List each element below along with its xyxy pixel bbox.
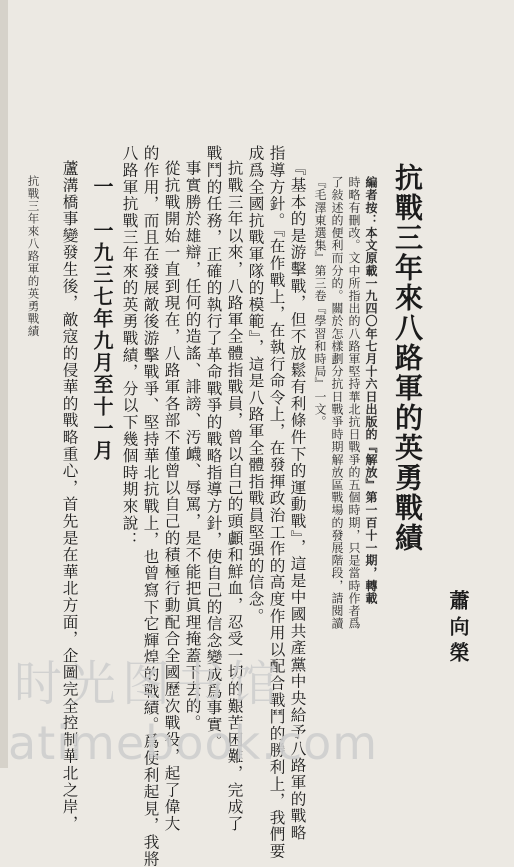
- body-paragraph-3-line-1: 從抗戰開始一直到現在，八路軍各部不僅曾以自己的積極行動配合全國歷次戰役，起了偉大: [162, 160, 181, 832]
- editor-note-line-4: 『毛澤東選集』第三卷『學習和時局』一文。: [313, 176, 327, 428]
- editor-note-line-3: 了敍述的便利而分的。關於怎樣劃分抗日戰爭時期解放區戰場的發展階段，請閱讀: [330, 176, 344, 630]
- section-title: 一九三七年九月至十一月: [90, 220, 114, 462]
- body-paragraph-2-line-1: 抗戰三年以來，八路軍全體指戰員，曾以自己的頭顱和鮮血，忍受一切的艱苦困難，完成了: [225, 160, 244, 832]
- watermark-chinese: 时光图书馆: [14, 656, 285, 712]
- editor-note-line-1: 編者按：本文原載一九四〇年七月十六日出版的『解放』第一百十一期，轉載: [364, 176, 378, 605]
- editor-note-line-2: 時略有刪改。文中所指出的八路軍堅持華北抗日戰爭的五個時期，只是當時作者爲: [347, 176, 361, 630]
- page-edge-shadow: [0, 0, 8, 768]
- body-paragraph-3-line-2: 的作用，而且在發展敵後游擊戰爭、堅持華北抗戰上，也曾寫下它輝煌的戰績。爲便利起見，我將: [141, 145, 160, 867]
- body-paragraph-2-line-3: 事實勝於雄辯，任何的造謠、誹謗、汚衊、辱罵，是不能把眞理掩蓋下去的。: [183, 160, 202, 732]
- running-head: 抗戰三年來八路軍的英勇戰績: [26, 175, 41, 338]
- body-paragraph-1-line-1: 『基本的是游擊戰，但不放鬆有利條件下的運動戰』，這是中國共產黨中央給予八路軍的戰略: [288, 160, 307, 841]
- body-paragraph-1-line-3: 成爲全國抗戰軍隊的模範』，這是八路軍全體指戰員堅强的信念。: [246, 145, 265, 625]
- body-paragraph-2-line-2: 戰鬥的任務，正確的執行了革命戰爭的戰略指導方針，使自己的信念變成爲事實。: [204, 145, 223, 750]
- body-paragraph-1-line-2: 指導方針。『在作戰上，在執行命令上，在發揮政治工作的高度作用以配合戰鬥的勝利上，我們要: [267, 145, 286, 860]
- body-paragraph-3-line-3: 八路軍抗戰三年來的英勇戰績，分以下幾個時期來說：: [120, 145, 139, 549]
- article-author: 蕭向榮: [446, 590, 470, 668]
- article-title: 抗戰三年來八路軍的英勇戰績: [391, 163, 424, 553]
- body-paragraph-4-line-1: 蘆溝橋事變發生後，敵寇的侵華的戰略重心，首先是在華北方面，企圖完全控制華北之岸，: [60, 160, 79, 832]
- section-number: 一: [90, 176, 114, 196]
- watermark-url: atimebook.com: [8, 716, 379, 770]
